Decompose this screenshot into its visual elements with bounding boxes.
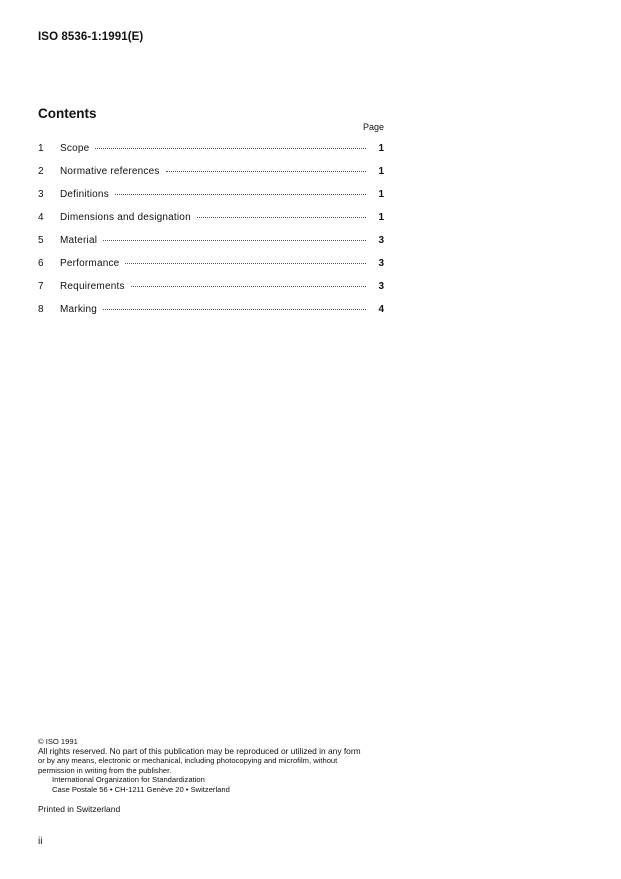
rights-statement: All rights reserved. No part of this publication may be reproduced or utilized in any form bbox=[38, 745, 361, 756]
dot-leader bbox=[103, 308, 366, 310]
toc-entry-title: Marking bbox=[60, 304, 97, 315]
rights-statement-cont: or by any means, electronic or mechanical, including photocopying and microfilm, without bbox=[38, 756, 338, 766]
table-of-contents bbox=[38, 143, 384, 327]
toc-entry-title: Performance bbox=[60, 258, 120, 269]
toc-entry-number: 5 bbox=[38, 235, 44, 246]
toc-entry-number: 4 bbox=[38, 212, 44, 223]
toc-entry-number: 1 bbox=[38, 143, 44, 154]
toc-entry[interactable] bbox=[38, 235, 384, 258]
dot-leader bbox=[166, 170, 366, 172]
toc-entry-number: 8 bbox=[38, 304, 44, 315]
toc-entry[interactable] bbox=[38, 281, 384, 304]
toc-entry[interactable] bbox=[38, 143, 384, 166]
dot-leader bbox=[103, 239, 366, 241]
page-number: ii bbox=[38, 836, 43, 847]
dot-leader bbox=[115, 193, 366, 195]
toc-entry[interactable] bbox=[38, 189, 384, 212]
toc-entry[interactable] bbox=[38, 304, 384, 327]
copyright-line: © ISO 1991 bbox=[38, 737, 78, 746]
toc-entry-page: 3 bbox=[378, 281, 384, 292]
toc-entry-page: 4 bbox=[378, 304, 384, 315]
organization-address: Case Postale 56 • CH-1211 Genève 20 • Switzerland bbox=[52, 784, 230, 794]
toc-entry[interactable] bbox=[38, 166, 384, 189]
toc-entry-page: 1 bbox=[378, 166, 384, 177]
toc-entry-number: 3 bbox=[38, 189, 44, 200]
toc-entry-page: 1 bbox=[378, 212, 384, 223]
printed-location: Printed in Switzerland bbox=[38, 804, 121, 814]
dot-leader bbox=[131, 285, 366, 287]
toc-entry[interactable] bbox=[38, 212, 384, 235]
dot-leader bbox=[197, 216, 366, 218]
page-column-label: Page bbox=[362, 122, 384, 132]
toc-entry-number: 7 bbox=[38, 281, 44, 292]
toc-entry-page: 3 bbox=[378, 258, 384, 269]
toc-entry-title: Requirements bbox=[60, 281, 125, 292]
toc-entry-page: 1 bbox=[378, 143, 384, 154]
organization-name: International Organization for Standardization bbox=[52, 775, 205, 785]
toc-entry-title: Material bbox=[60, 235, 98, 246]
toc-entry-page: 1 bbox=[378, 189, 384, 200]
toc-entry-title: Normative references bbox=[60, 166, 160, 177]
rights-statement-end: permission in writing from the publisher. bbox=[38, 765, 172, 775]
toc-entry-title: Definitions bbox=[60, 189, 109, 200]
toc-entry-title: Scope bbox=[60, 143, 90, 154]
document-id: ISO 8536-1:1991(E) bbox=[38, 31, 144, 43]
contents-title: Contents bbox=[38, 106, 97, 121]
dot-leader bbox=[125, 262, 366, 264]
copyright-notice bbox=[38, 737, 384, 795]
toc-entry[interactable] bbox=[38, 258, 384, 281]
toc-entry-number: 2 bbox=[38, 166, 44, 177]
toc-entry-page: 3 bbox=[378, 235, 384, 246]
toc-entry-number: 6 bbox=[38, 258, 44, 269]
toc-entry-title: Dimensions and designation bbox=[60, 212, 191, 223]
dot-leader bbox=[95, 147, 366, 149]
